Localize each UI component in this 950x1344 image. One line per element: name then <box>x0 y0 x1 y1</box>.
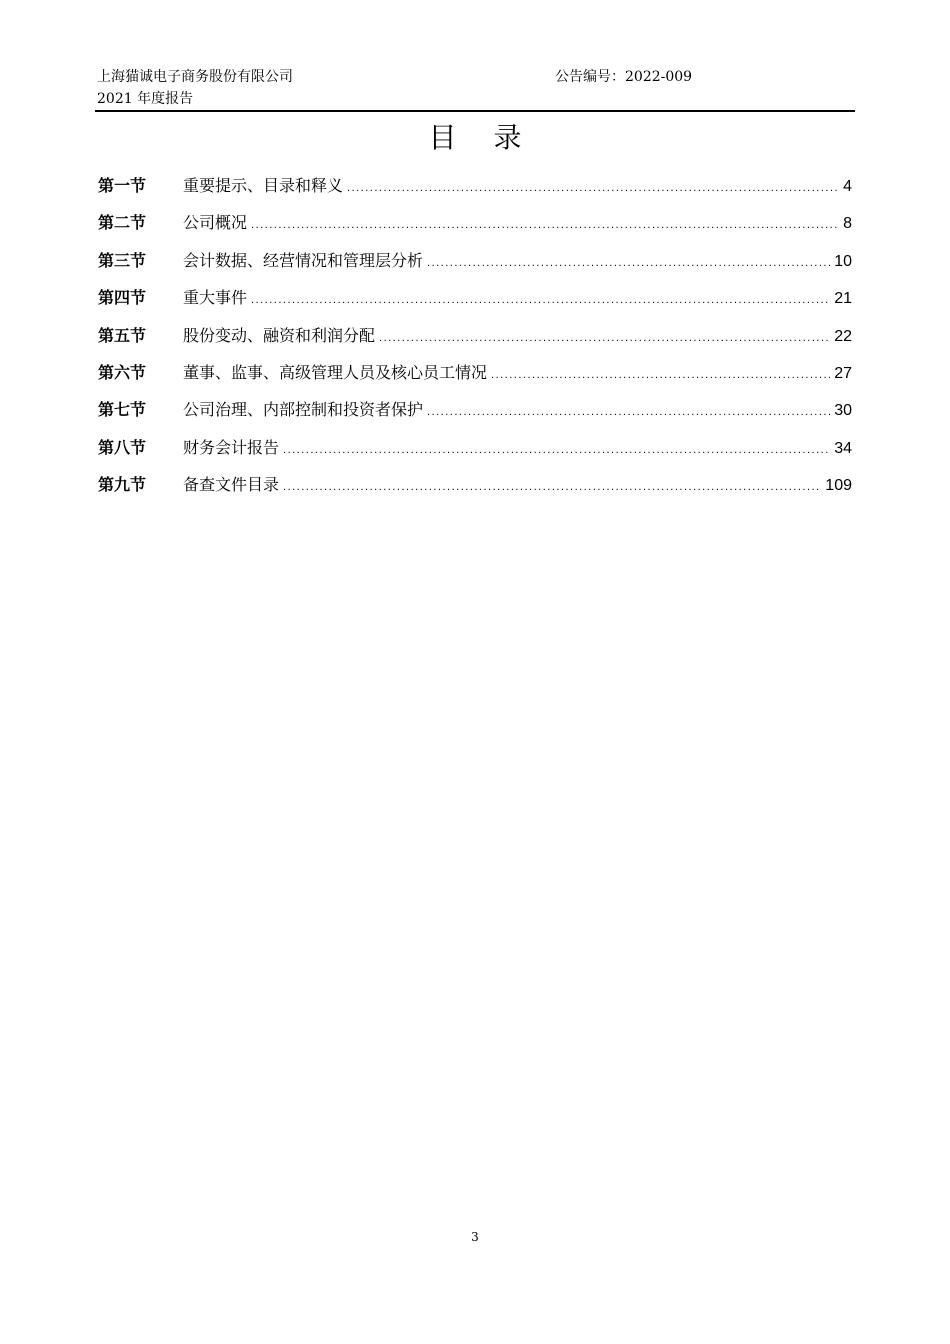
toc-entry[interactable] <box>98 354 852 391</box>
toc-entry[interactable] <box>98 204 852 241</box>
section-number: 第三节 <box>98 250 147 270</box>
section-page: 21 <box>834 290 852 308</box>
section-page: 4 <box>843 178 852 195</box>
report-title: 2021 年度报告 <box>97 91 194 107</box>
company-name: 上海猫诚电子商务股份有限公司 <box>97 69 293 85</box>
section-title: 董事、监事、高级管理人员及核心员工情况 <box>183 362 488 382</box>
section-number: 第四节 <box>98 288 147 308</box>
toc-entry[interactable] <box>98 279 852 316</box>
toc-entry[interactable] <box>98 167 852 204</box>
dot-leader <box>491 357 830 394</box>
section-title: 公司概况 <box>183 213 248 233</box>
dot-leader <box>427 245 830 282</box>
report-number: 公告编号：2022-009 <box>555 69 693 85</box>
section-number: 第九节 <box>98 475 147 495</box>
section-title: 备查文件目录 <box>183 475 280 495</box>
page-header <box>97 66 854 110</box>
section-page: 8 <box>843 215 852 233</box>
dot-leader <box>251 207 839 244</box>
dot-leader <box>379 320 830 357</box>
section-title: 股份变动、融资和利润分配 <box>183 325 376 345</box>
section-page: 10 <box>834 252 852 270</box>
section-title: 财务会计报告 <box>183 437 280 457</box>
toc-title: 目 录 <box>428 121 536 154</box>
section-title: 公司治理、内部控制和投资者保护 <box>183 400 424 420</box>
toc-entry[interactable] <box>98 242 852 279</box>
section-number: 第一节 <box>98 176 147 195</box>
toc-entry[interactable] <box>98 466 852 503</box>
toc-entry[interactable] <box>98 317 852 354</box>
dot-leader <box>283 469 821 506</box>
page-number: 3 <box>471 1230 479 1244</box>
section-title: 会计数据、经营情况和管理层分析 <box>183 250 424 270</box>
dot-leader <box>283 432 830 469</box>
toc-entry[interactable] <box>98 391 852 428</box>
section-number: 第六节 <box>98 362 147 382</box>
toc-entry[interactable] <box>98 429 852 466</box>
section-title: 重要提示、目录和释义 <box>183 176 344 195</box>
section-number: 第二节 <box>98 213 147 233</box>
section-page: 22 <box>834 327 852 345</box>
section-number: 第七节 <box>98 400 147 420</box>
section-number: 第五节 <box>98 325 147 345</box>
header-divider <box>95 110 855 112</box>
dot-leader <box>347 170 839 207</box>
section-page: 30 <box>834 402 852 420</box>
section-page: 27 <box>834 364 852 382</box>
section-title: 重大事件 <box>183 288 248 308</box>
table-of-contents <box>98 167 852 504</box>
dot-leader <box>251 282 830 319</box>
section-page: 34 <box>834 439 852 457</box>
section-page: 109 <box>825 477 852 495</box>
dot-leader <box>427 394 830 431</box>
header-top-row <box>97 66 854 88</box>
section-number: 第八节 <box>98 437 147 457</box>
